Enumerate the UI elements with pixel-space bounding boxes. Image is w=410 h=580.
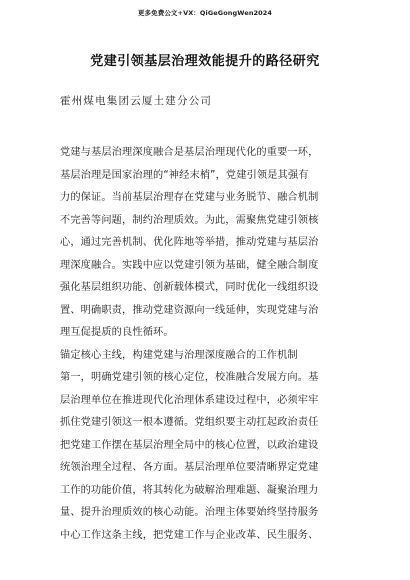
body-line: 层治理单位在推进现代化治理体系建设过程中，必须牢牢: [60, 394, 319, 406]
body-line: 强化基层组织功能、创新载体模式，同时优化一线组织设: [60, 282, 319, 293]
body-line: 力的保证。当前基层治理存在党建与业务脱节、融合机制: [60, 192, 319, 203]
body-line: 心，通过完善机制、优化阵地等举措，推动党建与基层治: [60, 237, 319, 248]
body-line: 党建与基层治理深度融合是基层治理现代化的重要一环，: [60, 147, 319, 158]
body-line: 统领治理全过程、各方面。基层治理单位要清晰界定党建: [60, 462, 319, 473]
header-note: 更多免费公文+VX：QiGeGongWen2024: [137, 9, 273, 17]
section-heading: 锚定核心主线，构建党建与治理深度融合的工作机制: [60, 349, 298, 361]
body-line: 把党建工作摆在基层治理全局中的核心位置，以政治建设: [60, 439, 319, 451]
body-line: 理互促提质的良性循环。: [60, 327, 174, 338]
body-line: 量、提升治理质效的核心动能。治理主体要始终坚持服务: [60, 507, 319, 518]
body-line: 基层治理是国家治理的“神经末梢”，党建引领是其强有: [60, 169, 309, 181]
body-line: 中心工作这条主线，把党建工作与企业改革、民生服务、: [60, 529, 319, 541]
body-line: 置、明确职责，推动党建资源向一线延伸，实现党建与治: [60, 304, 319, 316]
body-line: 抓住党建引领这一根本遵循。党组织要主动扛起政治责任: [60, 417, 319, 428]
body-line: 工作的功能价值，将其转化为破解治理难题、凝聚治理力: [60, 484, 319, 496]
body-line: 理深度融合。实践中应以党建引领为基础，健全融合制度: [60, 259, 319, 271]
body-line: 不完善等问题，制约治理质效。为此，需聚焦党建引领核: [60, 214, 319, 226]
body-line: 第一，明确党建引领的核心定位，校准融合发展方向。基: [60, 372, 319, 383]
document-author: 霍州煤电集团云厦土建分公司: [60, 95, 213, 107]
document-title: 党建引领基层治理效能提升的路径研究: [90, 54, 320, 69]
document-body: [60, 142, 360, 547]
